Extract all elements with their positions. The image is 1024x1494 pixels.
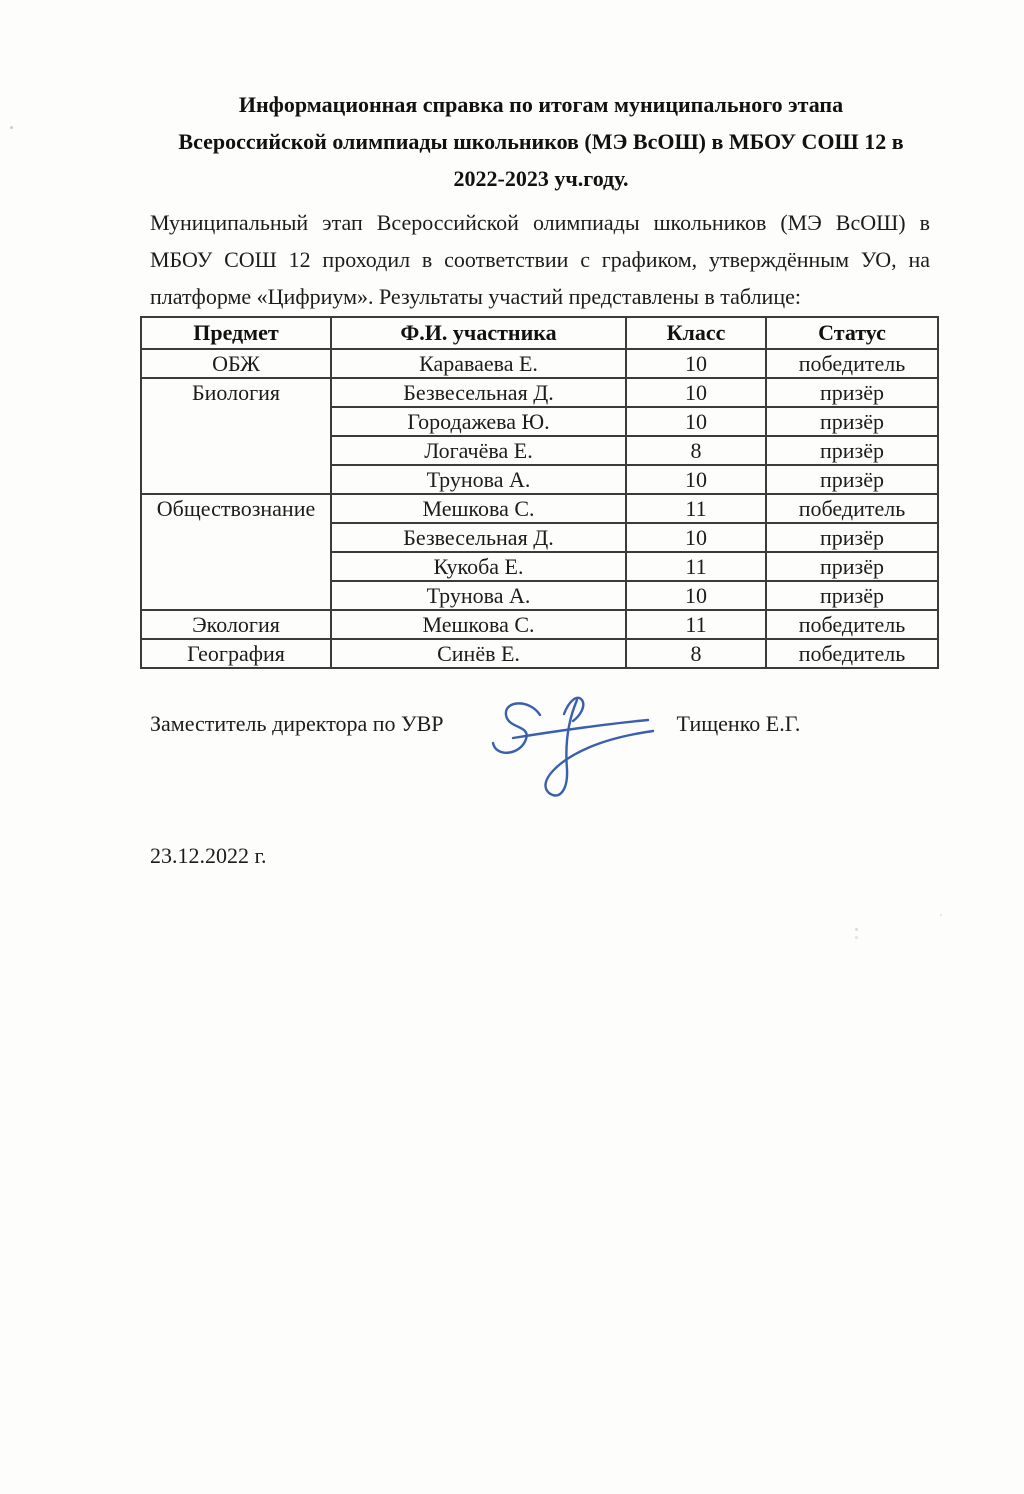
grade-cell: 8 bbox=[626, 639, 766, 668]
header-row bbox=[141, 317, 938, 349]
title-line-2: Всероссийской олимпиады школьников (МЭ ВсОШ) в МБОУ СОШ 12 в bbox=[178, 129, 904, 154]
status-cell: победитель bbox=[766, 494, 938, 523]
col-header-participant: Ф.И. участника bbox=[331, 317, 626, 349]
grade-cell: 10 bbox=[626, 378, 766, 407]
table-row bbox=[141, 639, 938, 668]
participant-cell: Мешкова С. bbox=[331, 494, 626, 523]
status-cell: призёр bbox=[766, 581, 938, 610]
participant-cell: Трунова А. bbox=[331, 581, 626, 610]
signature-block bbox=[150, 709, 1024, 827]
status-cell: призёр bbox=[766, 552, 938, 581]
title-line-1: Информационная справка по итогам муниципального этапа bbox=[238, 92, 844, 117]
status-cell: призёр bbox=[766, 523, 938, 552]
subject-cell: ОБЖ bbox=[141, 349, 331, 378]
status-cell: победитель bbox=[766, 610, 938, 639]
participant-cell: Кукоба Е. bbox=[331, 552, 626, 581]
grade-cell: 10 bbox=[626, 349, 766, 378]
grade-cell: 11 bbox=[626, 552, 766, 581]
table-row bbox=[141, 378, 938, 407]
participant-cell: Безвесельная Д. bbox=[331, 378, 626, 407]
table-row bbox=[141, 349, 938, 378]
document-page bbox=[0, 86, 1024, 1494]
participant-cell: Караваева Е. bbox=[331, 349, 626, 378]
grade-cell: 10 bbox=[626, 465, 766, 494]
scan-noise-speck bbox=[940, 914, 942, 916]
signature-name: Тищенко Е.Г. bbox=[676, 711, 801, 736]
results-table-header bbox=[141, 317, 938, 349]
document-date: 23.12.2022 г. bbox=[150, 843, 267, 868]
scan-noise-speck bbox=[855, 928, 858, 931]
participant-cell: Трунова А. bbox=[331, 465, 626, 494]
handwritten-signature bbox=[476, 685, 661, 803]
col-header-grade: Класс bbox=[626, 317, 766, 349]
grade-cell: 8 bbox=[626, 436, 766, 465]
table-row bbox=[141, 494, 938, 523]
subject-cell: Биология bbox=[141, 378, 331, 494]
subject-cell: География bbox=[141, 639, 331, 668]
participant-cell: Логачёва Е. bbox=[331, 436, 626, 465]
intro-paragraph: Муниципальный этап Всероссийской олимпиады школьников (МЭ ВсОШ) в МБОУ СОШ 12 проходил в соответствии с графиком, утверждённым УО, на платформе «Цифриум». Результаты участий представлены в таблице: bbox=[150, 210, 930, 309]
col-header-status: Статус bbox=[766, 317, 938, 349]
status-cell: призёр bbox=[766, 465, 938, 494]
results-table bbox=[140, 316, 939, 669]
grade-cell: 10 bbox=[626, 407, 766, 436]
signature-position-label: Заместитель директора по УВР bbox=[150, 711, 444, 736]
results-table-body bbox=[141, 349, 938, 668]
document-title bbox=[150, 86, 932, 197]
subject-cell: Обществознание bbox=[141, 494, 331, 610]
col-header-subject: Предмет bbox=[141, 317, 331, 349]
grade-cell: 11 bbox=[626, 494, 766, 523]
participant-cell: Синёв Е. bbox=[331, 639, 626, 668]
status-cell: победитель bbox=[766, 349, 938, 378]
participant-cell: Городажева Ю. bbox=[331, 407, 626, 436]
status-cell: призёр bbox=[766, 378, 938, 407]
grade-cell: 10 bbox=[626, 581, 766, 610]
participant-cell: Мешкова С. bbox=[331, 610, 626, 639]
title-line-3: 2022-2023 уч.году. bbox=[453, 166, 629, 191]
subject-cell: Экология bbox=[141, 610, 331, 639]
participant-cell: Безвесельная Д. bbox=[331, 523, 626, 552]
grade-cell: 10 bbox=[626, 523, 766, 552]
status-cell: призёр bbox=[766, 407, 938, 436]
scan-noise-speck bbox=[10, 126, 13, 129]
table-row bbox=[141, 610, 938, 639]
status-cell: призёр bbox=[766, 436, 938, 465]
grade-cell: 11 bbox=[626, 610, 766, 639]
status-cell: победитель bbox=[766, 639, 938, 668]
